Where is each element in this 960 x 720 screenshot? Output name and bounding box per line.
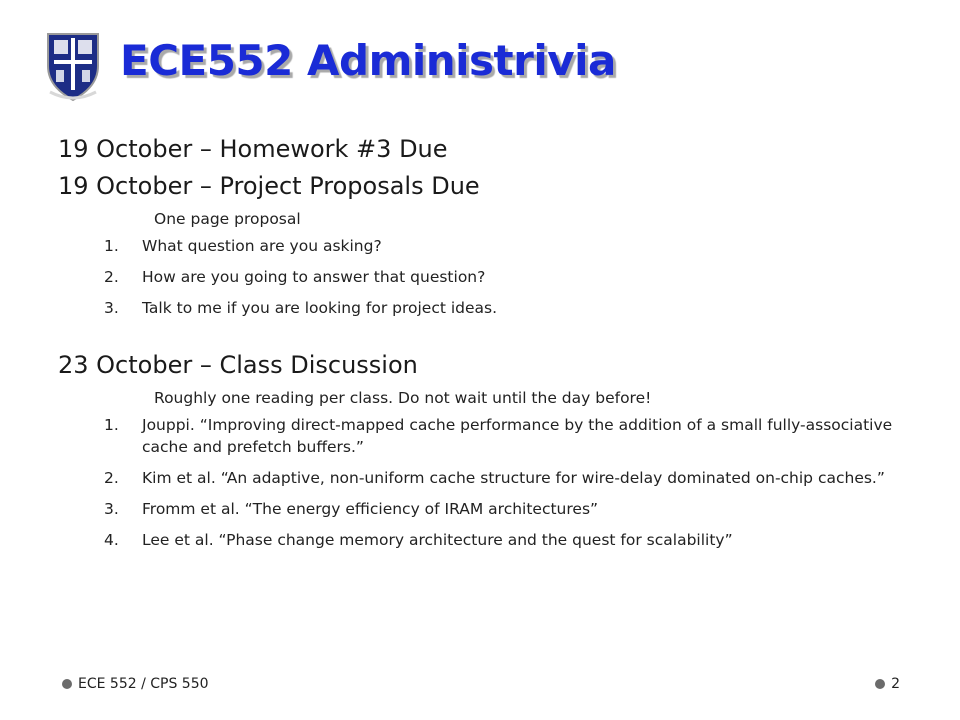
page-number: 2 (891, 676, 900, 692)
slide-body (58, 132, 918, 560)
discussion-subtext: Roughly one reading per class. Do not wait until the day before! (154, 389, 652, 407)
section-heading-homework: 19 October – Homework #3 Due (58, 135, 448, 163)
list-item (58, 498, 918, 520)
bullet-dot-icon (62, 679, 72, 689)
list-item (58, 235, 918, 257)
footer-course (62, 676, 209, 692)
proposal-list (58, 235, 918, 319)
item-number: 2. (104, 268, 119, 286)
item-number: 3. (104, 299, 119, 317)
reading-list (58, 414, 918, 551)
item-number: 4. (104, 531, 119, 549)
item-number: 1. (104, 237, 119, 255)
item-text: How are you going to answer that question? (142, 268, 486, 286)
duke-university-shield-icon (44, 30, 102, 102)
item-number: 3. (104, 500, 119, 518)
list-item (58, 467, 918, 489)
list-item (58, 529, 918, 551)
item-text: Talk to me if you are looking for project ideas. (142, 299, 498, 317)
item-number: 2. (104, 469, 119, 487)
proposal-subtext: One page proposal (154, 210, 301, 228)
list-item (58, 266, 918, 288)
item-text: Jouppi. “Improving direct-mapped cache performance by the addition of a small fully-associative cache and prefetch buffers.” (142, 416, 893, 456)
item-number: 1. (104, 416, 119, 434)
list-item (58, 297, 918, 319)
bullet-dot-icon (875, 679, 885, 689)
item-text: Lee et al. “Phase change memory architecture and the quest for scalability” (142, 531, 733, 549)
slide-title: ECE552 Administrivia (120, 36, 616, 85)
footer-course-label: ECE 552 / CPS 550 (78, 676, 209, 692)
item-text: Kim et al. “An adaptive, non-uniform cache structure for wire-delay dominated on-chip caches.” (142, 469, 885, 487)
item-text: Fromm et al. “The energy efficiency of IRAM architectures” (142, 500, 599, 518)
section-heading-discussion: 23 October – Class Discussion (58, 351, 418, 379)
footer-page (875, 676, 900, 692)
list-item (58, 414, 918, 458)
item-text: What question are you asking? (142, 237, 382, 255)
section-heading-proposals: 19 October – Project Proposals Due (58, 172, 480, 200)
